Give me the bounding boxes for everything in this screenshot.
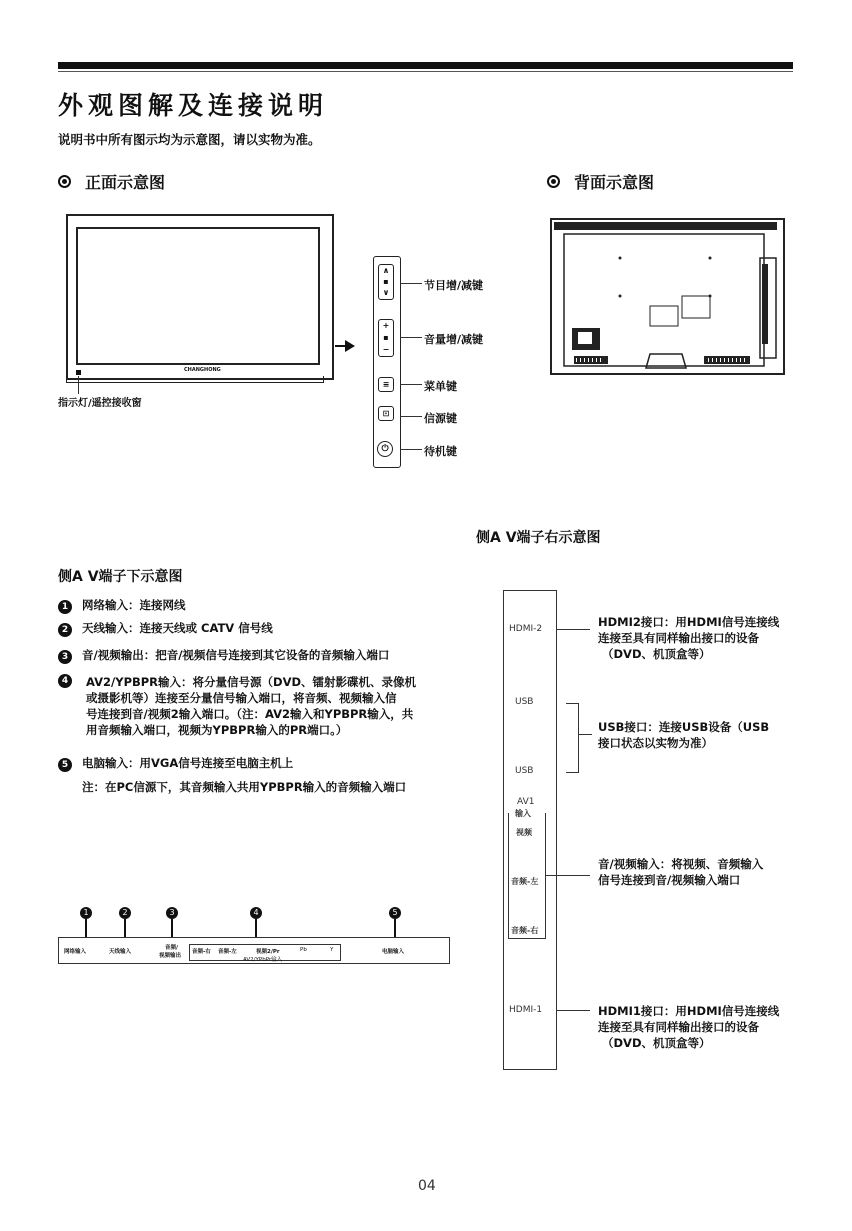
page-title: 外观图解及连接说明 xyxy=(58,91,329,120)
callout-line xyxy=(124,919,126,937)
tv-back-diagram xyxy=(550,218,783,373)
power-icon: ⏻ xyxy=(377,441,393,457)
port-label-network: 网络输入 xyxy=(64,949,87,955)
usb-bracket xyxy=(566,703,579,773)
callout-5: 5 xyxy=(389,907,401,919)
callout-line xyxy=(85,919,87,937)
port-label-audio-right: 音频-右 xyxy=(192,949,211,955)
indicator-leader xyxy=(78,376,79,394)
callout-line xyxy=(255,919,257,937)
port-label-pr: 视频2/Pr xyxy=(256,949,280,955)
top-rule xyxy=(58,62,793,69)
indicator-label: 指示灯/遥控接收窗 xyxy=(58,398,142,409)
hdmi1-port: HDMI-1 xyxy=(509,1005,543,1015)
audio-right-port: 音频-右 xyxy=(511,926,539,935)
callout-4: 4 xyxy=(250,907,262,919)
arrow-right-icon xyxy=(345,340,355,352)
leader-line xyxy=(400,449,422,450)
leader-line xyxy=(400,416,422,417)
port-label-av2: AV2/YPbPr输入 xyxy=(243,957,283,963)
menu-key: ≡ xyxy=(378,377,394,392)
port-label-avout2: 视频输出 xyxy=(159,953,182,959)
usb-port: USB xyxy=(515,766,534,776)
tv-front-base xyxy=(66,376,324,383)
volume-key: + ▪ − xyxy=(378,319,394,357)
list-item: 3 音/视频输出：把音/视频信号连接到其它设备的音频输入端口 xyxy=(58,647,389,664)
leader-line xyxy=(578,734,592,735)
side-bottom-heading: 侧A V端子下示意图 xyxy=(58,569,183,585)
side-right-heading: 侧A V端子右示意图 xyxy=(476,530,601,546)
key-label: 待机键 xyxy=(424,445,457,458)
hdmi2-description: HDMI2接口：用HDMI信号连接线 连接至具有同样输出接口的设备 （DVD、机顶盒等） xyxy=(598,615,780,661)
av1-input-label: 输入 xyxy=(515,809,531,818)
page-number: 04 xyxy=(418,1178,436,1194)
leader-line xyxy=(400,337,422,338)
bullet-icon xyxy=(58,175,71,188)
leader-line xyxy=(400,283,422,284)
key-label: 音量增/减键 xyxy=(424,333,484,346)
top-rule-thin xyxy=(58,71,793,72)
callout-line xyxy=(171,919,173,937)
usb-description: USB接口：连接USB设备（USB 接口状态以实物为准） xyxy=(598,720,770,750)
leader-line xyxy=(400,384,422,385)
key-label: 节目增/减键 xyxy=(424,279,484,292)
port-label-antenna: 天线输入 xyxy=(109,949,132,955)
indicator-window xyxy=(76,370,81,375)
callout-1: 1 xyxy=(80,907,92,919)
leader-line xyxy=(546,875,590,876)
page-subtitle: 说明书中所有图示均为示意图，请以实物为准。 xyxy=(58,132,321,147)
hdmi2-port: HDMI-2 xyxy=(509,624,543,634)
list-item: 5 电脑输入：用VGA信号连接至电脑主机上 xyxy=(58,755,293,772)
back-heading: 背面示意图 xyxy=(547,170,654,193)
key-label: 菜单键 xyxy=(424,380,457,393)
callout-2: 2 xyxy=(119,907,131,919)
callout-3: 3 xyxy=(166,907,178,919)
callout-line xyxy=(394,919,396,937)
leader-line xyxy=(556,1010,590,1011)
port-label-pb: Pb xyxy=(300,947,307,953)
list-item: 4 AV2/YPBPR输入：将分量信号源（DVD、镭射影碟机、录像机 或摄影机等）连接至分量信号输入端口，将音频、视频输入信 号连接到音/视频2输入端口。（注：AV2输入和YPBPR输入，共 用音频输入端口，视频为YPBPR输入的PR端口。） xyxy=(58,674,416,738)
leader-line xyxy=(556,629,590,630)
tv-front-screen xyxy=(76,227,320,365)
note: 注：在PC信源下，其音频输入共用YPBPR输入的音频输入端口 xyxy=(82,780,407,794)
source-key: ⊡ xyxy=(378,406,394,421)
front-heading: 正面示意图 xyxy=(58,170,165,193)
port-label-pc: 电脑输入 xyxy=(382,949,405,955)
port-label-avout: 音频/ xyxy=(165,945,179,951)
audio-left-port: 音频-左 xyxy=(511,877,539,886)
list-item: 2 天线输入：连接天线或 CATV 信号线 xyxy=(58,620,273,637)
port-label-y: Y xyxy=(330,947,334,953)
channel-key: ∧ ▪ ∨ xyxy=(378,264,394,300)
list-item: 1 网络输入：连接网线 xyxy=(58,597,186,614)
av-input-description: 音/视频输入：将视频、音频输入 信号连接到音/视频输入端口 xyxy=(598,857,764,887)
hdmi1-description: HDMI1接口：用HDMI信号连接线 连接至具有同样输出接口的设备 （DVD、机顶盒等） xyxy=(598,1004,780,1050)
bullet-icon xyxy=(547,175,560,188)
video-port: 视频 xyxy=(516,828,532,837)
key-label: 信源键 xyxy=(424,412,457,425)
av1-label: AV1 xyxy=(517,797,535,807)
port-label-audio-left: 音频-左 xyxy=(218,949,237,955)
usb-port: USB xyxy=(515,697,534,707)
brand-logo: CHANGHONG xyxy=(184,367,221,373)
